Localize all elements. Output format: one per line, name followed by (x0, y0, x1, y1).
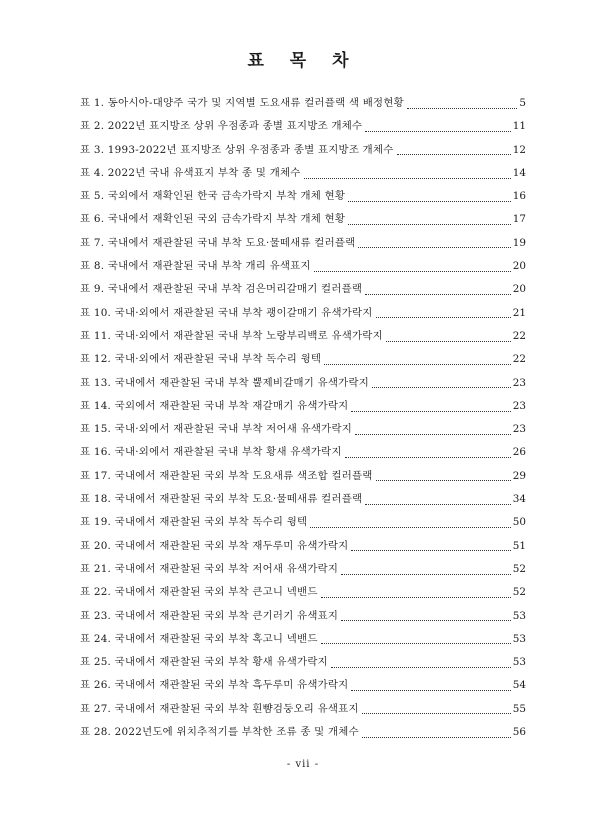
toc-entry[interactable] (80, 350, 526, 373)
toc-entry-page: 16 (512, 190, 526, 203)
toc-entry-page: 53 (512, 656, 526, 669)
dot-leader (351, 549, 510, 551)
toc-entry-page: 56 (512, 726, 526, 739)
toc-entry-label: 표 12. 국내·외에서 재관찰된 국내 부착 독수리 윙텍 (80, 353, 322, 366)
toc-entry-label: 표 21. 국내에서 재관찰된 국외 부착 저어새 유색가락지 (80, 562, 339, 575)
dot-leader (372, 386, 511, 388)
toc-entry-label: 표 15. 국내·외에서 재관찰된 국내 부착 저어새 유색가락지 (80, 423, 353, 436)
toc-entry[interactable] (80, 257, 526, 280)
toc-entry-label: 표 17. 국내에서 재관찰된 국외 부착 도요새류 색조합 컬러플랙 (80, 469, 373, 482)
toc-entry-page: 34 (512, 493, 526, 506)
dot-leader (362, 712, 511, 714)
toc-entry-page: 53 (512, 609, 526, 622)
toc-entry-label: 표 1. 동아시아-대양주 국가 및 지역별 도요새류 컬러플랙 색 배정현황 (80, 97, 404, 109)
toc-entry[interactable] (80, 234, 526, 257)
toc-entry-label: 표 7. 국내에서 재관찰된 국내 부착 도요·물떼새류 컬러플랙 (80, 236, 356, 249)
dot-leader (331, 666, 511, 668)
toc-entry[interactable] (80, 630, 526, 653)
toc-entry-page: 23 (512, 423, 526, 436)
dot-leader (314, 270, 511, 272)
toc-entry[interactable] (80, 676, 526, 699)
toc-entry-label: 표 10. 국내·외에서 재관찰된 국내 부착 괭이갈매기 유색가락지 (80, 306, 373, 319)
toc-entry-page: 17 (512, 213, 526, 226)
toc-entry[interactable] (80, 304, 526, 327)
toc-entry-label: 표 20. 국내에서 재관찰된 국외 부착 재두루미 유색가락지 (80, 539, 349, 552)
page-number: - vii - (286, 759, 320, 770)
dot-leader (397, 153, 511, 155)
dot-leader (351, 410, 510, 412)
toc-entry[interactable] (80, 210, 526, 233)
toc-entry[interactable] (80, 700, 526, 723)
toc-entry-label: 표 24. 국내에서 재관찰된 국외 부착 혹고니 넥밴드 (80, 632, 318, 645)
toc-entry-page: 54 (512, 679, 526, 692)
dot-leader (365, 293, 511, 295)
toc-entry[interactable] (80, 420, 526, 443)
toc-entry[interactable] (80, 374, 526, 397)
dot-leader (407, 107, 517, 109)
toc-entry-label: 표 8. 국내에서 재관찰된 국내 부착 개리 유색표지 (80, 260, 311, 273)
toc-entry[interactable] (80, 280, 526, 303)
toc-entry-page: 22 (512, 353, 526, 366)
dot-leader (341, 573, 511, 575)
toc-entry-page: 22 (512, 329, 526, 342)
toc-entry-page: 19 (512, 236, 526, 249)
dot-leader (304, 177, 511, 179)
toc-entry[interactable] (80, 723, 526, 746)
toc-entry-page: 53 (512, 632, 526, 645)
toc-entry[interactable] (80, 513, 526, 536)
toc-entry-label: 표 19. 국내에서 재관찰된 국외 부착 독수리 윙텍 (80, 516, 308, 529)
dot-leader (358, 246, 510, 248)
page-title: 표 목 차 (247, 51, 359, 71)
dot-leader (355, 433, 511, 435)
toc-entry[interactable] (80, 397, 526, 420)
toc-entry[interactable] (80, 141, 526, 164)
toc-entry-page: 20 (512, 283, 526, 296)
toc-entry-page: 23 (512, 376, 526, 389)
toc-entry-label: 표 2. 2022년 표지방조 상위 우점종과 종별 표지방조 개체수 (80, 120, 363, 133)
toc-entry[interactable] (80, 607, 526, 630)
dot-leader (348, 223, 511, 225)
toc-entry-page: 51 (512, 539, 526, 552)
table-of-contents (80, 94, 526, 746)
toc-entry-label: 표 9. 국내에서 재관찰된 국내 부착 검은머리갈매기 컬러플랙 (80, 283, 363, 296)
dot-leader (365, 130, 510, 132)
dot-leader (348, 200, 511, 202)
toc-entry[interactable] (80, 560, 526, 583)
toc-entry[interactable] (80, 164, 526, 187)
toc-entry-page: 26 (512, 446, 526, 459)
toc-entry-label: 표 22. 국내에서 재관찰된 국외 부착 큰고니 넥밴드 (80, 586, 318, 599)
toc-entry-label: 표 14. 국외에서 재관찰된 국내 부착 재갈매기 유색가락지 (80, 399, 349, 412)
toc-entry-page: 14 (512, 166, 526, 179)
toc-entry-label: 표 3. 1993-2022년 표지방조 상위 우점종과 종별 표지방조 개체수 (80, 143, 394, 156)
toc-entry-label: 표 16. 국내·외에서 재관찰된 국내 부착 황새 유색가락지 (80, 446, 342, 459)
toc-entry-page: 21 (512, 306, 526, 319)
toc-entry-label: 표 6. 국내에서 재확인된 국외 금속가락지 부착 개체 현황 (80, 213, 346, 226)
toc-entry-label: 표 5. 국외에서 재확인된 한국 금속가락지 부착 개체 현황 (80, 190, 346, 203)
toc-entry-page: 29 (512, 469, 526, 482)
toc-entry-page: 55 (512, 702, 526, 715)
toc-entry[interactable] (80, 467, 526, 490)
toc-entry-page: 11 (512, 120, 526, 133)
toc-entry-label: 표 4. 2022년 국내 유색표지 부착 종 및 개체수 (80, 166, 301, 179)
toc-entry[interactable] (80, 187, 526, 210)
toc-entry-label: 표 23. 국내에서 재관찰된 국외 부착 큰기러기 유색표지 (80, 609, 339, 622)
toc-entry-page: 12 (512, 143, 526, 156)
toc-entry-label: 표 27. 국내에서 재관찰된 국외 부착 흰뺨검둥오리 유색표지 (80, 702, 359, 715)
dot-leader (351, 689, 510, 691)
dot-leader (376, 316, 511, 318)
toc-entry[interactable] (80, 490, 526, 513)
dot-leader (365, 503, 510, 505)
toc-entry[interactable] (80, 583, 526, 606)
toc-entry[interactable] (80, 327, 526, 350)
dot-leader (376, 479, 511, 481)
toc-entry-label: 표 11. 국내·외에서 재관찰된 국내 부착 노랑부리백로 유색가락지 (80, 329, 383, 342)
toc-entry[interactable] (80, 94, 526, 117)
toc-entry-label: 표 28. 2022년도에 위치추적기를 부착한 조류 종 및 개체수 (80, 726, 359, 739)
dot-leader (310, 526, 510, 528)
toc-entry-page: 20 (512, 260, 526, 273)
toc-entry[interactable] (80, 117, 526, 140)
toc-entry[interactable] (80, 537, 526, 560)
dot-leader (321, 596, 511, 598)
dot-leader (386, 340, 511, 342)
dot-leader (321, 642, 511, 644)
toc-entry[interactable] (80, 443, 526, 466)
toc-entry-page: 52 (512, 586, 526, 599)
toc-entry-page: 52 (512, 562, 526, 575)
toc-entry-page: 5 (519, 97, 526, 109)
dot-leader (362, 736, 511, 738)
toc-entry-label: 표 26. 국내에서 재관찰된 국외 부착 흑두루미 유색가락지 (80, 679, 349, 692)
dot-leader (341, 619, 511, 621)
toc-entry[interactable] (80, 653, 526, 676)
toc-entry-label: 표 13. 국내에서 재관찰된 국내 부착 뿔제비갈매기 유색가락지 (80, 376, 370, 389)
toc-entry-page: 50 (512, 516, 526, 529)
toc-entry-label: 표 25. 국내에서 재관찰된 국외 부착 황새 유색가락지 (80, 656, 328, 669)
dot-leader (324, 363, 511, 365)
dot-leader (345, 456, 511, 458)
toc-entry-page: 23 (512, 399, 526, 412)
toc-entry-label: 표 18. 국내에서 재관찰된 국외 부착 도요·물떼새류 컬러플랙 (80, 493, 363, 506)
